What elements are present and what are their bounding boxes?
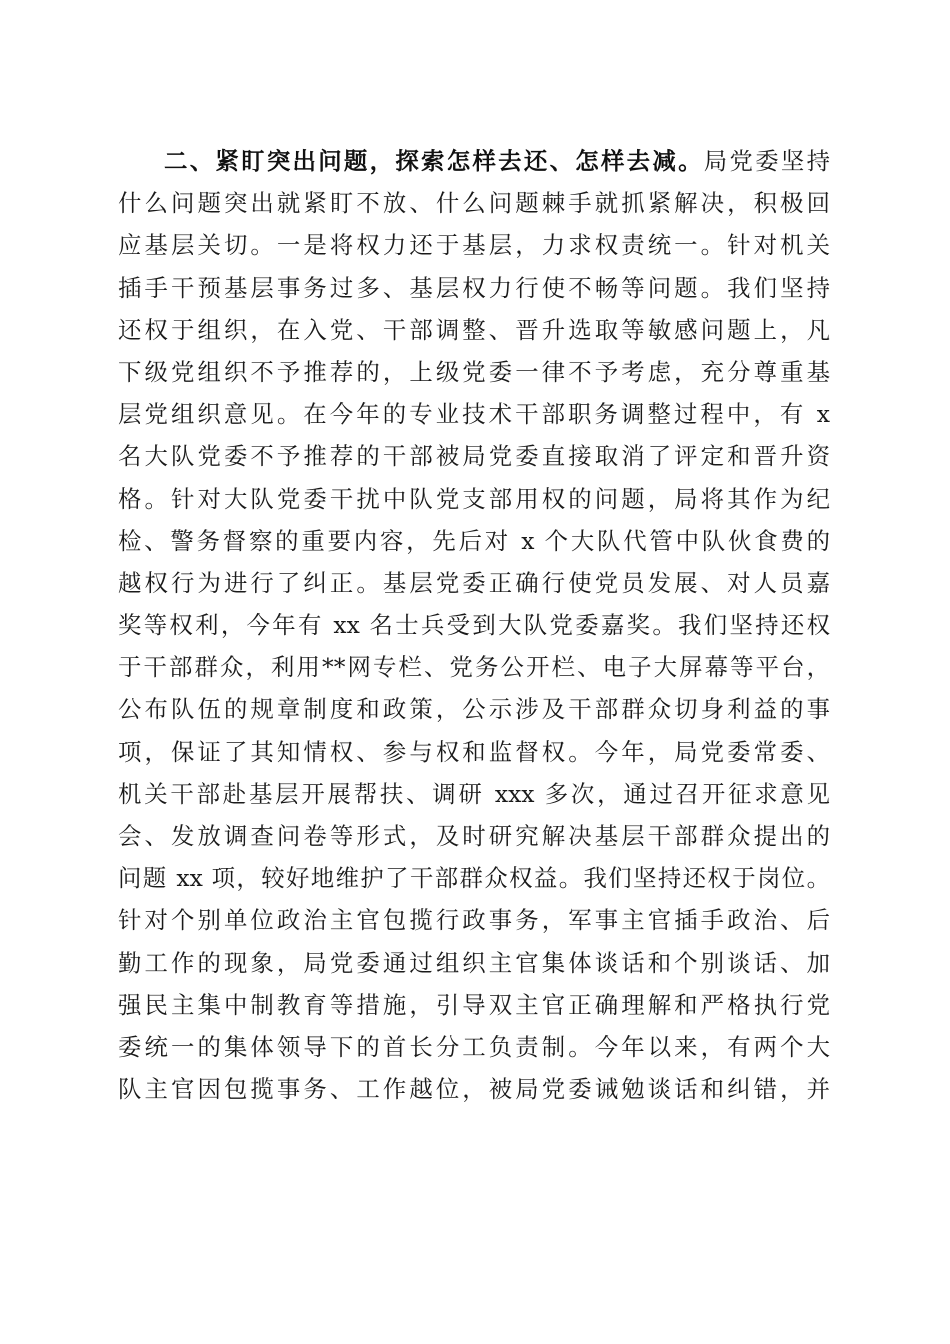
paragraph-line-11: 越权行为进行了纠正。基层党委正确行使党员发展、对人员嘉	[118, 568, 830, 597]
section-heading: 二、紧盯突出问题，探索怎样去还、怎样去减。	[164, 147, 704, 175]
paragraph-line-12: 奖等权利，今年有 xx 名士兵受到大队党委嘉奖。我们坚持还权	[118, 611, 830, 640]
paragraph-line-3: 应基层关切。一是将权力还于基层，力求权责统一。针对机关	[118, 231, 830, 260]
paragraph-line-7: 层党组织意见。在今年的专业技术干部职务调整过程中，有 x	[118, 400, 830, 429]
paragraph-line-15: 项，保证了其知情权、参与权和监督权。今年，局党委常委、	[118, 737, 830, 766]
paragraph-line-1-text: 局党委坚持	[703, 147, 831, 175]
paragraph-line-19: 针对个别单位政治主官包揽行政事务，军事主官插手政治、后	[118, 906, 830, 935]
paragraph-line-10: 检、警务督察的重要内容，先后对 x 个大队代管中队伙食费的	[118, 526, 830, 555]
paragraph-line-4: 插手干预基层事务过多、基层权力行使不畅等问题。我们坚持	[118, 273, 830, 302]
paragraph-line-17: 会、发放调查问卷等形式，及时研究解决基层干部群众提出的	[118, 822, 830, 850]
paragraph-line-2: 什么问题突出就紧盯不放、什么问题棘手就抓紧解决，积极回	[118, 189, 830, 218]
paragraph-line-8: 名大队党委不予推荐的干部被局党委直接取消了评定和晋升资	[118, 442, 830, 471]
paragraph-line-6: 下级党组织不予推荐的，上级党委一律不予考虑，充分尊重基	[118, 357, 830, 386]
paragraph-line-18: 问题 xx 项，较好地维护了干部群众权益。我们坚持还权于岗位。	[118, 864, 830, 893]
paragraph-line-1	[118, 140, 830, 182]
paragraph-line-14: 公布队伍的规章制度和政策，公示涉及干部群众切身利益的事	[118, 695, 830, 724]
paragraph-line-5: 还权于组织，在入党、干部调整、晋升选取等敏感问题上，凡	[118, 315, 830, 344]
paragraph-line-23: 队主官因包揽事务、工作越位，被局党委诫勉谈话和纠错，并	[118, 1075, 830, 1104]
paragraph-line-22: 委统一的集体领导下的首长分工负责制。今年以来，有两个大	[118, 1032, 830, 1061]
paragraph-line-13: 于干部群众，利用**网专栏、党务公开栏、电子大屏幕等平台，	[118, 653, 830, 682]
paragraph-line-16: 机关干部赴基层开展帮扶、调研 xxx 多次，通过召开征求意见	[118, 779, 830, 808]
paragraph-line-21: 强民主集中制教育等措施，引导双主官正确理解和严格执行党	[118, 990, 830, 1019]
paragraph-line-9: 格。针对大队党委干扰中队党支部用权的问题，局将其作为纪	[118, 484, 830, 513]
body-paragraph	[118, 140, 830, 1110]
paragraph-line-20: 勤工作的现象，局党委通过组织主官集体谈话和个别谈话、加	[118, 948, 830, 977]
